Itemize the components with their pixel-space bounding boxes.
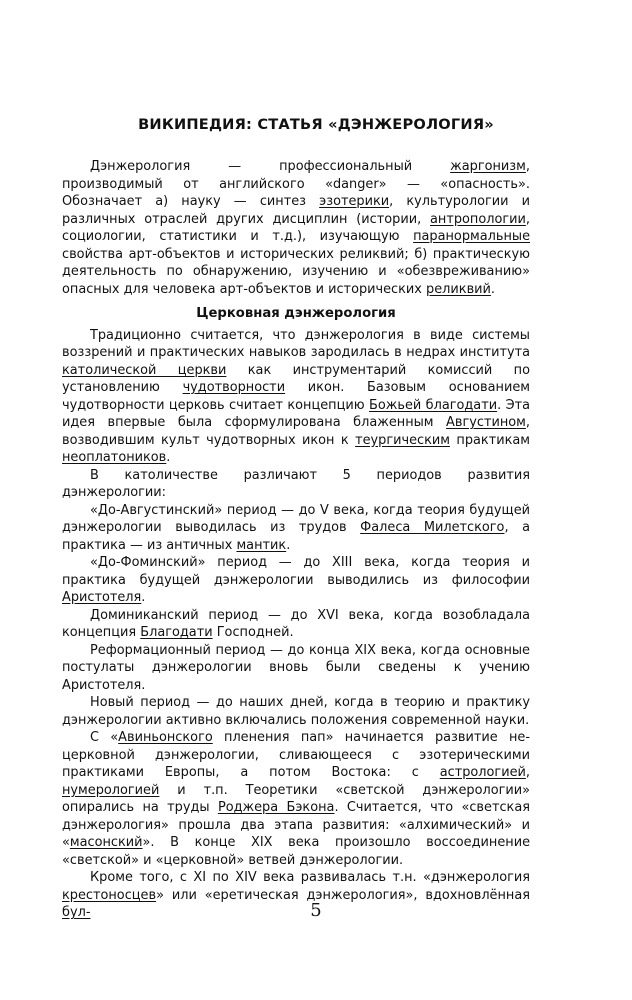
paragraph-periods-intro: В католичестве различают 5 периодов развития дэнжерологии: [62, 467, 530, 500]
link-avignon[interactable]: Авиньонского [118, 730, 213, 745]
text-run: Доминиканский период — до XVI века, когда возобладала концепция [62, 607, 530, 640]
text-run: Дэнжерология — профессиональный [90, 159, 451, 174]
link-theurgic[interactable]: теургическим [355, 432, 450, 448]
link-gods-grace[interactable]: Божьей благодати [369, 397, 498, 413]
paragraph-period-reformation: Реформационный период — до конца XIX века, когда основные постулаты дэнжерологии вновь были сведены к учению Аристотеля. [62, 642, 530, 693]
link-grace[interactable]: Благодати [140, 625, 213, 640]
text-run: . [166, 450, 171, 465]
text-run: практикам [450, 432, 530, 448]
section-heading: Церковная дэнжерология [196, 306, 396, 321]
text-run: , социологии, статистики и т.д.), изучающую [62, 211, 530, 244]
paragraph-period-pre-augustine [62, 502, 530, 555]
page-number: 5 [310, 900, 322, 921]
link-esoterics[interactable]: эзотерики [319, 194, 390, 209]
text-run: С « [90, 730, 119, 745]
text-run: «До-Августинский» период — до V века, когда теория будущей дэнжерологии выводилась из трудов [62, 502, 530, 535]
text-run: икон. Базовым основанием чудотворности церковь считает концепцию [62, 380, 530, 413]
link-neoplatonists[interactable]: неоплатоников [62, 450, 167, 465]
link-miraculousness[interactable]: чудотворности [182, 380, 286, 395]
paragraph-secular [62, 729, 530, 869]
link-catholic-church[interactable]: католической церкви [62, 362, 227, 378]
link-thales[interactable]: Фалеса Милетского [360, 520, 505, 535]
text-run: » или «еретическая дэнжерология», вдохновлённая [156, 887, 530, 903]
text-run: . [490, 281, 496, 297]
paragraph-definition [62, 158, 530, 298]
text-run: . Считается, что «светская дэнжерология» прошла два этапа развития: «алхимический» и « [62, 800, 530, 850]
text-run: . Эта идея впервые была сформулирована блаженным [62, 397, 530, 430]
text-run: «До-Фоминский» период — до XIII века, когда теория и практика будущей дэнжерологии выводились из философии [62, 555, 530, 588]
paragraph-period-dominican [62, 607, 530, 642]
text-run: пленения пап» начинается развитие не-церковной дэнжерологии, сливающееся с эзотерическими практиками Европы, а потом Востока: с [62, 730, 530, 780]
text-run: свойства арт-объектов и исторических реликвий; б) практическую деятельность по обнаружению, изучению и «обезвреживанию» опасных для человека арт-объектов и исторических [62, 246, 530, 297]
text-run: Традиционно считается, что дэнжерология в виде системы воззрений и практических навыков зародилась в недрах института [62, 327, 530, 360]
link-augustine[interactable]: Августином [446, 415, 526, 430]
link-jargonism[interactable]: жаргонизм [450, 159, 526, 174]
link-numerology[interactable]: нумерологией [62, 782, 160, 798]
article-body [62, 158, 530, 922]
text-run: Кроме того, с XI по XIV века развивалась т.н. «дэнжерология [90, 870, 530, 885]
paragraph-period-pre-thomas [62, 554, 530, 607]
text-run: . [286, 537, 291, 553]
text-run: , а практика — из античных [62, 520, 530, 553]
link-crusaders[interactable]: крестоносцев [62, 887, 157, 903]
link-astrology[interactable]: астрологией [439, 765, 526, 780]
link-masonic[interactable]: масонский [69, 835, 143, 850]
text-run: , [525, 765, 530, 780]
text-run: , возводившим культ чудотворных икон к [62, 415, 530, 448]
link-mantic[interactable]: мантик [236, 537, 287, 553]
text-run: , культурологии и различных отраслей других дисциплин (истории, [62, 194, 530, 227]
text-run: , производимый от английского «danger» — «опасность». Обозначает а) науку — синтез [62, 159, 530, 209]
text-run: как инструментарий комиссий по установлению [62, 362, 530, 395]
text-run: ». В конце XIX века произошло воссоединение «светской» и «церковной» ветвей дэнжерологии. [62, 835, 530, 868]
link-relics[interactable]: реликвий [426, 281, 491, 297]
paragraph-period-new: Новый период — до наших дней, когда в теорию и практику дэнжерологии активно включались положения современной науки. [62, 695, 530, 728]
link-paranormal[interactable]: паранормальные [413, 229, 530, 244]
link-anthropology[interactable]: антропологии [430, 211, 526, 227]
link-bull[interactable]: бул- [62, 905, 91, 920]
text-run: и т.п. Теоретики «светской дэнжерологии» опирались на труды [62, 782, 530, 815]
paragraph-church [62, 327, 530, 467]
text-run: . [141, 590, 146, 605]
link-aristotle[interactable]: Аристотеля [62, 590, 142, 605]
text-run: Господней. [212, 625, 294, 640]
link-roger-bacon[interactable]: Роджера Бэкона [217, 800, 335, 815]
article-title: ВИКИПЕДИЯ: СТАТЬЯ «ДЭНЖЕРОЛОГИЯ» [138, 116, 494, 133]
